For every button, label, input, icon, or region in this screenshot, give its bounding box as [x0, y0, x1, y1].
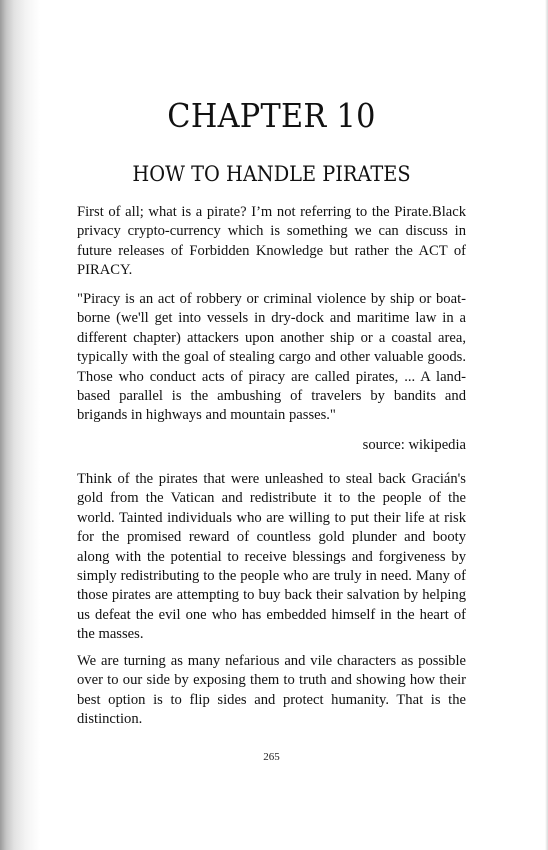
chapter-subtitle: HOW TO HANDLE PIRATES [132, 162, 411, 186]
page-number: 265 [263, 751, 280, 763]
paragraph-pirates: Think of the pirates that were unleashed to steal back Gracián's gold from the Vatican and redistribute it to the people of the world. Tainted individuals who are willing to put their life at risk for the promised reward of countless gold plunder and booty along with the potential to receive blessings and forgiveness by simply redistributing to the people who are truly in need. Many of those pirates are attempting to buy back their salvation by helping us defeat the evil one who has embedded himself in the heart of the masses. [77, 471, 466, 643]
paragraph-quote: "Piracy is an act of robbery or criminal violence by ship or boat-borne (we'll get into vessels in dry-dock and maritime law in a different chapter) attackers upon another ship or a coastal area, typically with the goal of stealing cargo and other valuable goods. Those who conduct acts of piracy are called pirates, ... A land-based parallel is the ambushing of travelers by bandits and brigands in highways and mountain passes." [77, 291, 466, 424]
chapter-title: CHAPTER 10 [167, 96, 376, 135]
paragraph-intro: First of all; what is a pirate? I’m not referring to the Pirate.Black privacy crypto-currency which is something we can discuss in future releases of Forbidden Knowledge but rather the ACT of PIRACY. [77, 204, 466, 279]
paragraph-conclusion: We are turning as many nefarious and vile characters as possible over to our side by exposing them to truth and showing how their best option is to flip sides and protect humanity. That is the distinction. [77, 653, 466, 728]
quote-source: source: wikipedia [362, 437, 466, 453]
